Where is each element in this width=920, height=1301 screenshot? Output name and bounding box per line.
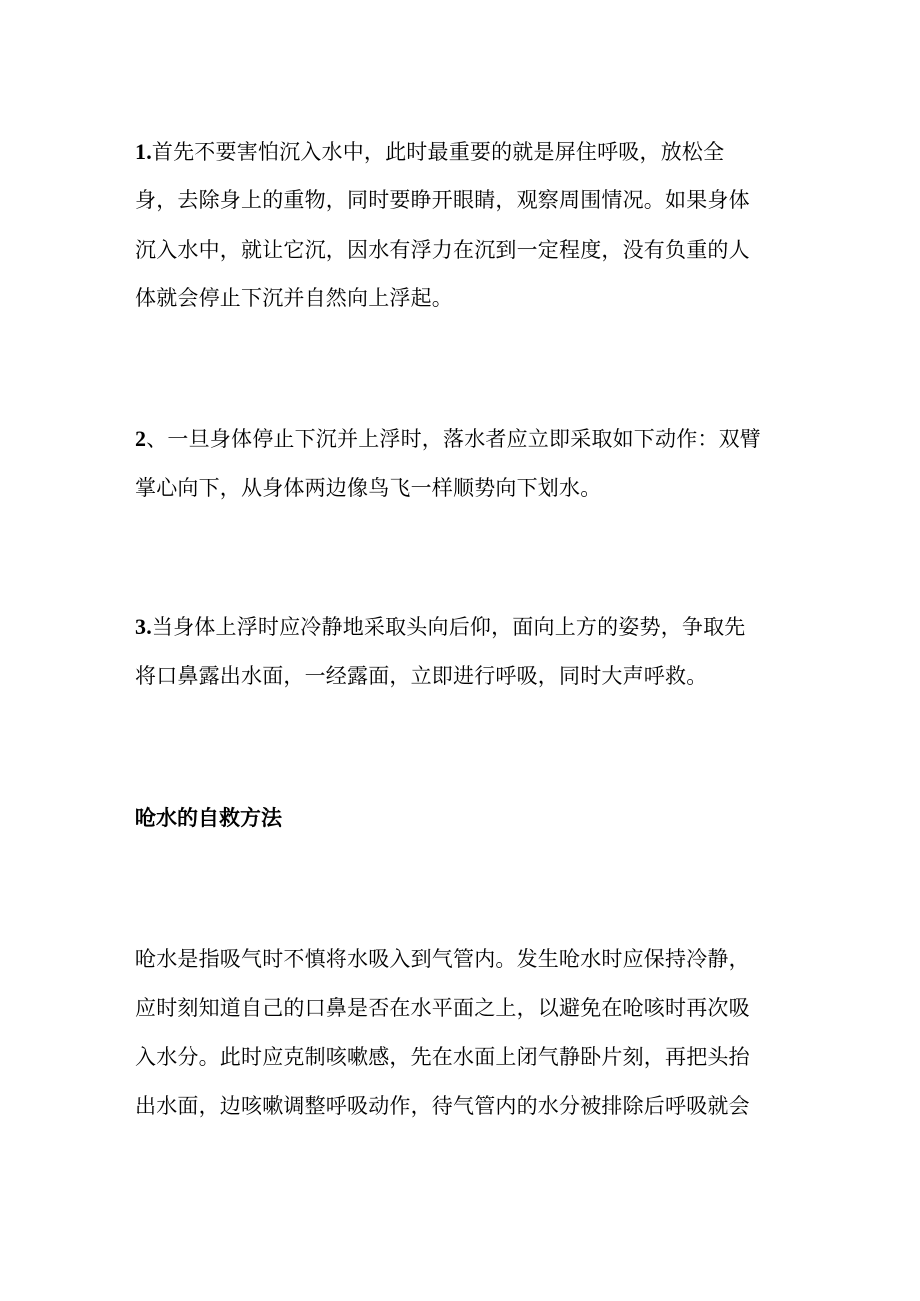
para3-line1-text: 当身体上浮时应冷静地采取头向后仰，面向上方的姿势，争取先 (151, 615, 746, 639)
para2-line1 (135, 425, 761, 453)
para2-line1-text: 、一旦身体停止下沉并上浮时，落水者应立即采取如下动作：双臂 (146, 427, 762, 451)
para3-number: 3. (135, 614, 152, 639)
para4-line2: 应时刻知道自己的口鼻是否在水平面之上，以避免在呛咳时再次吸 (135, 996, 750, 1020)
para3-line2: 将口鼻露出水面，一经露面，立即进行呼吸，同时大声呼救。 (135, 664, 708, 688)
para1-number: 1. (135, 139, 152, 164)
para1-line1-text: 首先不要害怕沉入水中，此时最重要的就是屏住呼吸，放松全 (151, 140, 725, 164)
para1-line3: 沉入水中，就让它沉，因水有浮力在沉到一定程度，没有负重的人 (135, 238, 750, 262)
para2-line2: 掌心向下，从身体两边像鸟飞一样顺势向下划水。 (135, 476, 602, 500)
para4-line3: 入水分。此时应克制咳嗽感，先在水面上闭气静卧片刻，再把头抬 (135, 1045, 750, 1069)
para4-line1: 呛水是指吸气时不慎将水吸入到气管内。发生呛水时应保持冷静， (135, 947, 750, 971)
section-heading: 呛水的自救方法 (135, 806, 282, 830)
para4-line4: 出水面，边咳嗽调整呼吸动作，待气管内的水分被排除后呼吸就会 (135, 1094, 750, 1118)
para2-number: 2 (135, 426, 147, 451)
para3-line1 (135, 613, 746, 641)
para1-line2: 身，去除身上的重物，同时要睁开眼睛，观察周围情况。如果身体 (135, 188, 750, 212)
para1-line1 (135, 138, 724, 166)
para1-line4: 体就会停止下沉并自然向上浮起。 (135, 286, 453, 310)
